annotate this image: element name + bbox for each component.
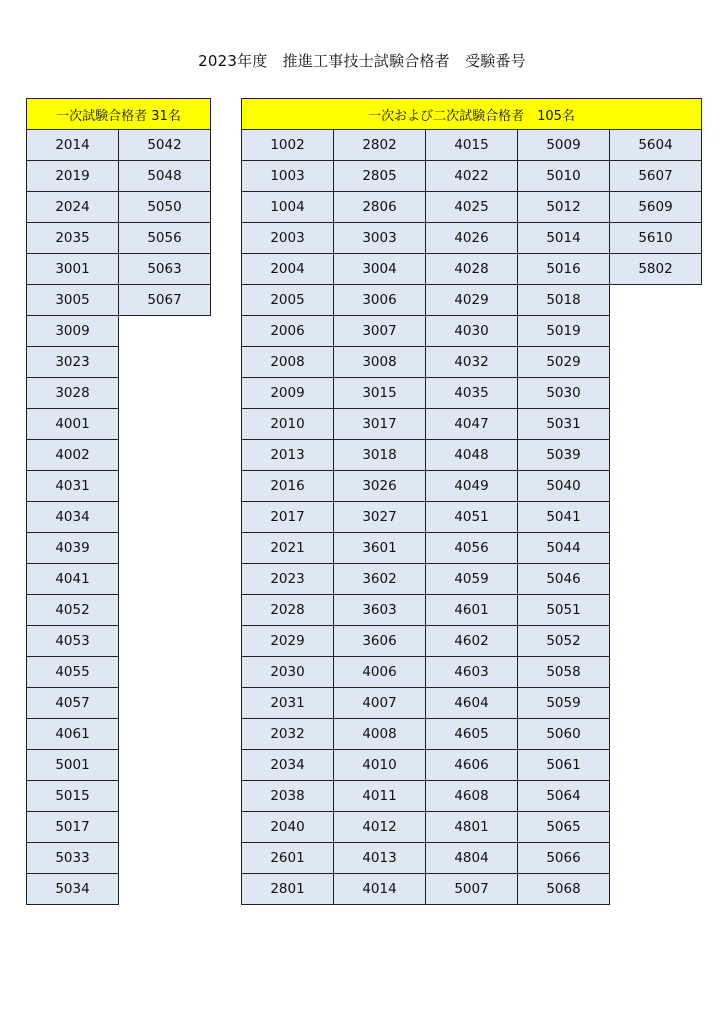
empty-cell [119,471,211,502]
empty-cell [119,409,211,440]
exam-number-cell: 5059 [518,688,610,719]
table-row [242,781,702,812]
exam-number-cell: 5029 [518,347,610,378]
exam-number-cell: 2003 [242,223,334,254]
exam-number-cell: 4041 [27,564,119,595]
exam-number-cell: 3003 [334,223,426,254]
exam-number-cell: 4603 [426,657,518,688]
table-row [242,347,702,378]
empty-cell [610,378,702,409]
exam-number-cell: 5040 [518,471,610,502]
exam-number-cell: 5802 [610,254,702,285]
exam-number-cell: 4061 [27,719,119,750]
exam-number-cell: 4056 [426,533,518,564]
table-row [242,440,702,471]
empty-cell [119,843,211,874]
page-title: 2023年度 推進工事技士試験合格者 受験番号 [198,52,526,70]
first-exam-passers-table [26,98,211,905]
empty-cell [119,657,211,688]
exam-number-cell: 1002 [242,130,334,161]
exam-number-cell: 3018 [334,440,426,471]
exam-number-cell: 5610 [610,223,702,254]
exam-number-cell: 4039 [27,533,119,564]
exam-number-cell: 5009 [518,130,610,161]
empty-cell [119,750,211,781]
table-row [27,471,211,502]
exam-number-cell: 2029 [242,626,334,657]
first-and-second-exam-passers-table [241,98,702,905]
exam-number-cell: 3004 [334,254,426,285]
exam-number-cell: 4606 [426,750,518,781]
empty-cell [119,688,211,719]
exam-number-cell: 5033 [27,843,119,874]
exam-number-cell: 4008 [334,719,426,750]
table-row [27,347,211,378]
exam-number-cell: 2021 [242,533,334,564]
exam-number-cell: 4029 [426,285,518,316]
exam-number-cell: 5046 [518,564,610,595]
table-row [242,595,702,626]
exam-number-cell: 4052 [27,595,119,626]
exam-number-cell: 5058 [518,657,610,688]
exam-number-cell: 4047 [426,409,518,440]
empty-cell [610,812,702,843]
empty-cell [610,440,702,471]
exam-number-cell: 4006 [334,657,426,688]
exam-number-cell: 5060 [518,719,610,750]
table-row [242,564,702,595]
exam-number-cell: 4025 [426,192,518,223]
exam-number-cell: 3001 [27,254,119,285]
table-row [27,378,211,409]
exam-number-cell: 2010 [242,409,334,440]
exam-number-cell: 3015 [334,378,426,409]
exam-number-cell: 4601 [426,595,518,626]
exam-number-cell: 4604 [426,688,518,719]
exam-number-cell: 5007 [426,874,518,905]
empty-cell [119,347,211,378]
table-header: 一次および二次試験合格者 105名 [242,99,702,130]
exam-number-cell: 4055 [27,657,119,688]
exam-number-cell: 1004 [242,192,334,223]
exam-number-cell: 5048 [119,161,211,192]
exam-number-cell: 2008 [242,347,334,378]
exam-number-cell: 3008 [334,347,426,378]
exam-number-cell: 2031 [242,688,334,719]
empty-cell [119,781,211,812]
exam-number-cell: 5064 [518,781,610,812]
exam-number-cell: 5065 [518,812,610,843]
table-row [242,874,702,905]
exam-number-cell: 5050 [119,192,211,223]
exam-number-cell: 4804 [426,843,518,874]
empty-cell [119,533,211,564]
empty-cell [610,688,702,719]
table-row [242,223,702,254]
exam-number-cell: 5066 [518,843,610,874]
exam-number-cell: 2802 [334,130,426,161]
table-row [242,471,702,502]
table-row [27,626,211,657]
exam-number-cell: 4032 [426,347,518,378]
exam-number-cell: 5039 [518,440,610,471]
exam-number-cell: 2038 [242,781,334,812]
exam-number-cell: 3606 [334,626,426,657]
table-row [242,502,702,533]
exam-number-cell: 3006 [334,285,426,316]
exam-number-cell: 5041 [518,502,610,533]
exam-number-cell: 5012 [518,192,610,223]
exam-number-cell: 3026 [334,471,426,502]
table-row [27,657,211,688]
empty-cell [119,316,211,347]
exam-number-cell: 4011 [334,781,426,812]
exam-number-cell: 5061 [518,750,610,781]
exam-number-cell: 4048 [426,440,518,471]
table-row [27,192,211,223]
table-row [27,440,211,471]
table-row [242,533,702,564]
exam-number-cell: 2023 [242,564,334,595]
table-row [27,223,211,254]
table-row [27,409,211,440]
exam-number-cell: 5609 [610,192,702,223]
exam-number-cell: 4028 [426,254,518,285]
table-row [27,750,211,781]
exam-number-cell: 2601 [242,843,334,874]
exam-number-cell: 5016 [518,254,610,285]
table-row [27,130,211,161]
empty-cell [119,812,211,843]
empty-cell [610,285,702,316]
exam-number-cell: 4010 [334,750,426,781]
exam-number-cell: 4035 [426,378,518,409]
table-row [242,626,702,657]
exam-number-cell: 3602 [334,564,426,595]
exam-number-cell: 2032 [242,719,334,750]
exam-number-cell: 4015 [426,130,518,161]
exam-number-cell: 5052 [518,626,610,657]
table-row [27,564,211,595]
exam-number-cell: 4057 [27,688,119,719]
exam-number-cell: 2005 [242,285,334,316]
table-row [27,812,211,843]
empty-cell [610,471,702,502]
empty-cell [119,564,211,595]
exam-number-cell: 5051 [518,595,610,626]
exam-number-cell: 2805 [334,161,426,192]
exam-number-cell: 2013 [242,440,334,471]
exam-number-cell: 5001 [27,750,119,781]
table-row [242,688,702,719]
exam-number-cell: 4605 [426,719,518,750]
exam-number-cell: 4031 [27,471,119,502]
exam-number-cell: 4034 [27,502,119,533]
table-row [242,161,702,192]
exam-number-cell: 5030 [518,378,610,409]
exam-number-cell: 2014 [27,130,119,161]
exam-number-cell: 5034 [27,874,119,905]
empty-cell [610,626,702,657]
table-row [242,409,702,440]
exam-number-cell: 3023 [27,347,119,378]
exam-number-cell: 3603 [334,595,426,626]
exam-number-cell: 4012 [334,812,426,843]
empty-cell [610,502,702,533]
exam-number-cell: 4801 [426,812,518,843]
empty-cell [119,719,211,750]
empty-cell [119,502,211,533]
table-row [27,874,211,905]
exam-number-cell: 4059 [426,564,518,595]
exam-number-cell: 2024 [27,192,119,223]
exam-number-cell: 5044 [518,533,610,564]
table-row [27,161,211,192]
empty-cell [610,657,702,688]
exam-number-cell: 2028 [242,595,334,626]
table-row [27,254,211,285]
empty-cell [610,564,702,595]
empty-cell [610,781,702,812]
exam-number-cell: 4007 [334,688,426,719]
empty-cell [610,409,702,440]
empty-cell [610,719,702,750]
exam-number-cell: 2806 [334,192,426,223]
table-row [242,130,702,161]
exam-number-cell: 2019 [27,161,119,192]
exam-number-cell: 2035 [27,223,119,254]
exam-number-cell: 5607 [610,161,702,192]
table-row [27,316,211,347]
exam-number-cell: 5018 [518,285,610,316]
exam-number-cell: 5014 [518,223,610,254]
exam-number-cell: 2017 [242,502,334,533]
empty-cell [610,316,702,347]
exam-number-cell: 4602 [426,626,518,657]
exam-number-cell: 5019 [518,316,610,347]
exam-number-cell: 4608 [426,781,518,812]
table-row [27,719,211,750]
table-row [242,254,702,285]
exam-number-cell: 4014 [334,874,426,905]
empty-cell [610,595,702,626]
exam-number-cell: 2004 [242,254,334,285]
exam-number-cell: 5031 [518,409,610,440]
exam-number-cell: 4001 [27,409,119,440]
table-row [242,843,702,874]
exam-number-cell: 5017 [27,812,119,843]
exam-number-cell: 2016 [242,471,334,502]
empty-cell [119,874,211,905]
exam-number-cell: 4053 [27,626,119,657]
table-row [242,657,702,688]
exam-number-cell: 3007 [334,316,426,347]
table-row [27,285,211,316]
table-row [27,533,211,564]
table-row [27,502,211,533]
table-row [27,781,211,812]
table-row [27,595,211,626]
exam-number-cell: 3005 [27,285,119,316]
table-row [242,285,702,316]
exam-number-cell: 4051 [426,502,518,533]
exam-number-cell: 5068 [518,874,610,905]
table-row [242,750,702,781]
exam-number-cell: 2009 [242,378,334,409]
table-row [242,812,702,843]
exam-number-cell: 5015 [27,781,119,812]
empty-cell [610,843,702,874]
exam-number-cell: 5604 [610,130,702,161]
exam-number-cell: 3028 [27,378,119,409]
table-row [27,688,211,719]
exam-number-cell: 5042 [119,130,211,161]
table-row [27,843,211,874]
table-row [242,192,702,223]
exam-number-cell: 2030 [242,657,334,688]
exam-number-cell: 2006 [242,316,334,347]
table-header: 一次試験合格者 31名 [27,99,211,130]
exam-number-cell: 2801 [242,874,334,905]
exam-number-cell: 2040 [242,812,334,843]
exam-number-cell: 4030 [426,316,518,347]
exam-number-cell: 4049 [426,471,518,502]
empty-cell [610,750,702,781]
empty-cell [610,347,702,378]
empty-cell [119,378,211,409]
exam-number-cell: 1003 [242,161,334,192]
table-row [242,719,702,750]
empty-cell [119,595,211,626]
exam-number-cell: 3027 [334,502,426,533]
empty-cell [610,533,702,564]
exam-number-cell: 3009 [27,316,119,347]
exam-number-cell: 3017 [334,409,426,440]
exam-number-cell: 2034 [242,750,334,781]
empty-cell [610,874,702,905]
exam-number-cell: 5056 [119,223,211,254]
exam-number-cell: 5067 [119,285,211,316]
exam-number-cell: 4026 [426,223,518,254]
empty-cell [119,626,211,657]
exam-number-cell: 4002 [27,440,119,471]
exam-number-cell: 5010 [518,161,610,192]
exam-number-cell: 4013 [334,843,426,874]
exam-number-cell: 5063 [119,254,211,285]
exam-number-cell: 3601 [334,533,426,564]
table-row [242,378,702,409]
exam-number-cell: 4022 [426,161,518,192]
empty-cell [119,440,211,471]
table-row [242,316,702,347]
